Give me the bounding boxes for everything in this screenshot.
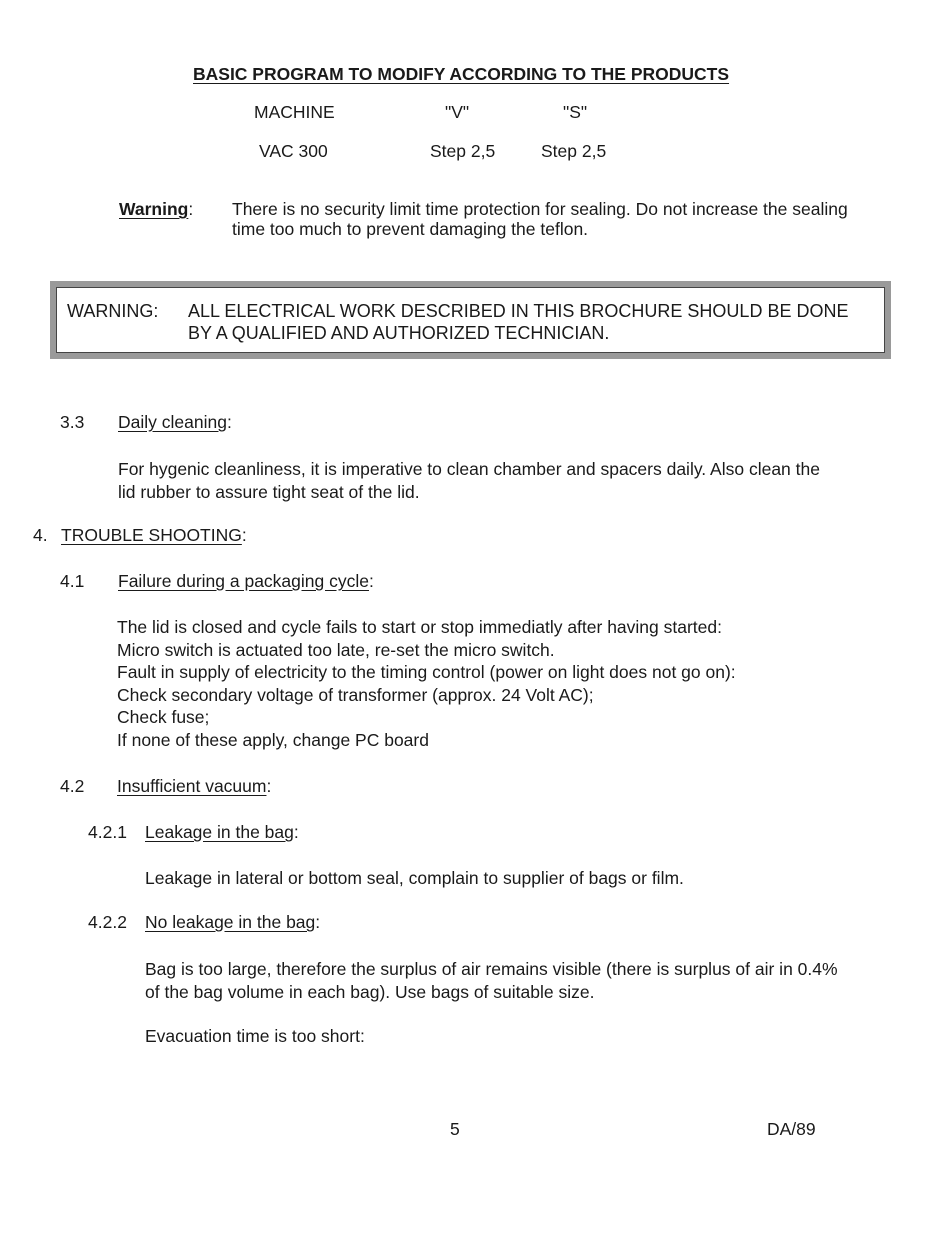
section-number: 4.2 [60,776,85,796]
table-cell-machine: VAC 300 [259,141,328,161]
section-title: Insufficient vacuum [117,776,267,796]
section-title: Daily cleaning [118,412,227,432]
table-cell-s: Step 2,5 [541,141,607,161]
electrical-warning-label: WARNING: [67,301,159,321]
section-number: 3.3 [60,412,85,432]
section-number: 4.2.2 [88,912,127,932]
electrical-warning-text: ALL ELECTRICAL WORK DESCRIBED IN THIS BROCHURE SHOULD BE DONE BY A QUALIFIED AND AUTHORIZED TECHNICIAN. [188,301,849,343]
table-cell-v: Step 2,5 [430,141,496,161]
section-body: Bag is too large, therefore the surplus of air remains visible (there is surplus of air in 0.4% of the bag volume in each bag). Use bags of suitable size. [145,959,838,1002]
electrical-warning-box [50,281,891,359]
table-header-s: "S" [563,102,588,122]
section-title: Failure during a packaging cycle [118,571,369,591]
warning-note-label: Warning [119,199,189,219]
section-body: Leakage in lateral or bottom seal, complain to supplier of bags or film. [145,868,684,888]
section-title: No leakage in the bag [145,912,316,932]
section-number: 4.1 [60,571,85,591]
section-title: TROUBLE SHOOTING [61,525,242,545]
document-code: DA/89 [767,1119,816,1139]
document-title: BASIC PROGRAM TO MODIFY ACCORDING TO THE PRODUCTS [193,64,730,84]
section-body: For hygenic cleanliness, it is imperative to clean chamber and spacers daily. Also clean the lid rubber to assure tight seat of the lid. [118,459,820,502]
section-number: 4.2.1 [88,822,127,842]
page-number: 5 [450,1119,460,1139]
warning-note-text: There is no security limit time protection for sealing. Do not increase the sealing time too much to prevent damaging the teflon. [232,199,848,239]
section-title: Leakage in the bag [145,822,294,842]
section-number: 4. [33,525,48,545]
section-extra-line: Evacuation time is too short: [145,1026,365,1046]
section-body: The lid is closed and cycle fails to start or stop immediatly after having started: Micro switch is actuated too late, re-set the micro switch. Fault in supply of electricity to the timing control (power on light does not go on): Check secondary voltage of transformer (approx. 24 Volt AC); Check fuse; If none of these apply, change PC board [117,617,736,750]
warning-note-colon: : [188,199,194,219]
table-header-machine: MACHINE [254,102,335,122]
table-header-v: "V" [445,102,470,122]
